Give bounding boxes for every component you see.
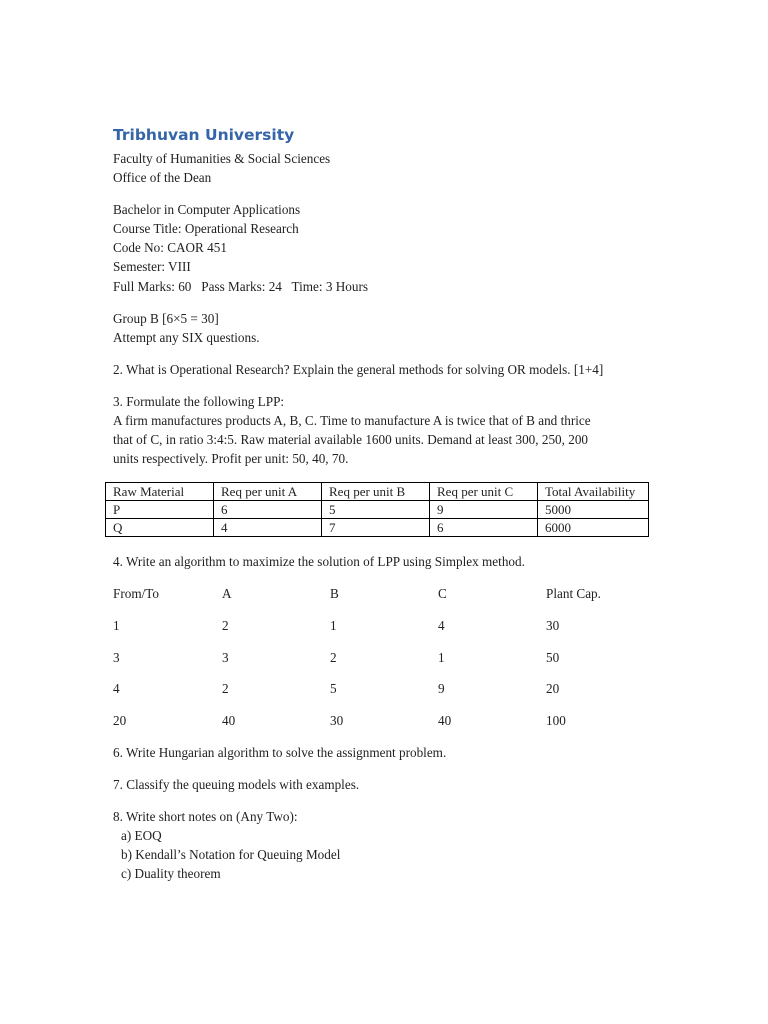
transport-cell: 1 [113, 618, 120, 633]
transport-cell: 2 [330, 650, 337, 665]
course-code: Code No: CAOR 451 [113, 240, 227, 255]
table-cell: 6000 [538, 519, 649, 537]
transport-cell: 3 [113, 650, 120, 665]
transport-cell: 100 [546, 713, 566, 728]
transport-cell: 20 [113, 713, 127, 728]
table-cell: 6 [430, 519, 538, 537]
question-3-title: 3. Formulate the following LPP: [113, 394, 285, 409]
transport-cell: 50 [546, 650, 560, 665]
transport-cell: 3 [222, 650, 229, 665]
faculty-line: Faculty of Humanities & Social Sciences [113, 151, 331, 166]
question-8-item: c) Duality theorem [121, 866, 221, 881]
transport-cell: 5 [330, 681, 337, 696]
table-cell: 5000 [538, 501, 649, 519]
transport-cell: 2 [222, 618, 229, 633]
program-line: Bachelor in Computer Applications [113, 202, 301, 217]
table-cell: 6 [214, 501, 322, 519]
question-8-item: a) EOQ [121, 828, 162, 843]
table-cell: P [106, 501, 214, 519]
table-header-cell: Req per unit C [430, 483, 538, 501]
marks-line: Full Marks: 60 Pass Marks: 24 Time: 3 Hours [113, 279, 368, 294]
table-header-cell: Raw Material [106, 483, 214, 501]
table-row [106, 501, 649, 519]
transport-cell: 20 [546, 681, 560, 696]
transport-cell: 2 [222, 681, 229, 696]
transport-header-cell: A [222, 586, 232, 601]
question-3-line: A firm manufactures products A, B, C. Time to manufacture A is twice that of B and thrice [113, 413, 591, 428]
table-header-cell: Req per unit A [214, 483, 322, 501]
transport-cell: 1 [330, 618, 337, 633]
raw-material-table [105, 482, 649, 537]
table-cell: Q [106, 519, 214, 537]
table-row [106, 519, 649, 537]
transport-cell: 1 [438, 650, 445, 665]
transport-header-cell: B [330, 586, 339, 601]
transport-cell: 30 [546, 618, 560, 633]
transport-cell: 9 [438, 681, 445, 696]
table-cell: 5 [322, 501, 430, 519]
group-heading: Group B [6×5 = 30] [113, 311, 219, 326]
question-2: 2. What is Operational Research? Explain the general methods for solving OR models. [1+4] [113, 362, 604, 377]
group-instruction: Attempt any SIX questions. [113, 330, 260, 345]
transport-header-cell: From/To [113, 586, 159, 601]
question-7: 7. Classify the queuing models with examples. [113, 777, 360, 792]
semester-line: Semester: VIII [113, 259, 191, 274]
question-8-title: 8. Write short notes on (Any Two): [113, 809, 298, 824]
question-3-line: that of C, in ratio 3:4:5. Raw material available 1600 units. Demand at least 300, 250, 200 [113, 432, 589, 447]
table-header-cell: Req per unit B [322, 483, 430, 501]
transport-cell: 4 [113, 681, 120, 696]
transport-cell: 4 [438, 618, 445, 633]
table-header-cell: Total Availability [538, 483, 649, 501]
transport-cell: 40 [222, 713, 236, 728]
question-6: 6. Write Hungarian algorithm to solve the assignment problem. [113, 745, 447, 760]
transport-header-cell: C [438, 586, 447, 601]
table-cell: 9 [430, 501, 538, 519]
table-cell: 7 [322, 519, 430, 537]
question-3-line: units respectively. Profit per unit: 50, 40, 70. [113, 451, 349, 466]
question-8-item: b) Kendall’s Notation for Queuing Model [121, 847, 341, 862]
question-4: 4. Write an algorithm to maximize the solution of LPP using Simplex method. [113, 554, 525, 569]
university-name: Tribhuvan University [113, 126, 295, 144]
transport-cell: 30 [330, 713, 344, 728]
table-header-row [106, 483, 649, 501]
table-cell: 4 [214, 519, 322, 537]
office-line: Office of the Dean [113, 170, 212, 185]
transport-cell: 40 [438, 713, 452, 728]
transport-header-cell: Plant Cap. [546, 586, 601, 601]
course-title: Course Title: Operational Research [113, 221, 299, 236]
